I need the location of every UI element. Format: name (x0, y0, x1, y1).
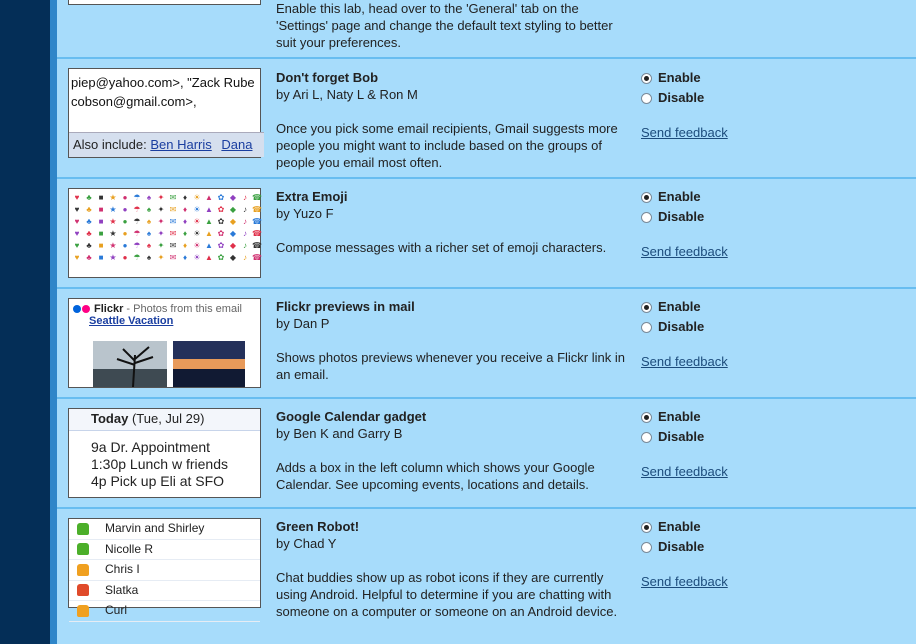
lab-author: by Yuzo F (276, 206, 334, 221)
emoji-icon: ☎ (252, 241, 262, 250)
emoji-icon: ♦ (182, 217, 188, 226)
suggested-contact-link: Dana (221, 137, 253, 152)
chat-buddy-name: Chris I (105, 562, 140, 576)
photo-tree (93, 341, 167, 387)
emoji-icon: ▲ (205, 217, 213, 226)
lab-options (641, 68, 728, 143)
emoji-icon: ◆ (229, 217, 237, 226)
emoji-icon: ♦ (182, 241, 188, 250)
lab-title: Flickr previews in mail (276, 299, 415, 314)
emoji-icon: ♣ (86, 193, 92, 202)
emoji-icon: ✉ (169, 241, 177, 250)
emoji-icon: ◆ (229, 253, 237, 262)
enable-option[interactable] (641, 187, 728, 207)
emoji-icon: ■ (98, 229, 104, 238)
emoji-icon: ☎ (252, 193, 262, 202)
emoji-icon: ● (122, 205, 128, 214)
flickr-caption: - Photos from this email (123, 303, 242, 315)
chat-buddy (69, 601, 260, 622)
enable-radio[interactable] (641, 192, 652, 203)
emoji-icon: ● (122, 253, 128, 262)
emoji-icon: ★ (109, 205, 117, 214)
chat-buddy (69, 560, 260, 581)
disable-option[interactable] (641, 88, 728, 108)
disable-radio[interactable] (641, 432, 652, 443)
lab-row-calendar-gadget (57, 399, 916, 509)
emoji-palette (69, 189, 260, 267)
emoji-icon: ☎ (252, 217, 262, 226)
lab-description: Shows photos previews whenever you receive a Flickr link in an email. (276, 350, 625, 382)
emoji-icon: ✉ (169, 205, 177, 214)
enable-radio[interactable] (641, 412, 652, 423)
disable-radio[interactable] (641, 93, 652, 104)
labs-panel (57, 0, 916, 644)
lab-author: by Ben K and Garry B (276, 426, 403, 441)
emoji-icon: ✦ (157, 253, 165, 262)
lab-title: Extra Emoji (276, 189, 348, 204)
emoji-icon: ♪ (243, 217, 247, 226)
emoji-icon: ✦ (157, 241, 165, 250)
disable-radio[interactable] (641, 212, 652, 223)
emoji-icon: ★ (109, 193, 117, 202)
disable-radio[interactable] (641, 322, 652, 333)
emoji-icon: ✿ (217, 253, 225, 262)
lab-description: Adds a box in the left column which shows your Google Calendar. See upcoming events, locations and details. (276, 460, 595, 492)
emoji-icon: ♪ (243, 253, 247, 262)
emoji-icon: ◆ (229, 229, 237, 238)
chat-buddy (69, 519, 260, 540)
android-robot-icon (77, 605, 89, 617)
emoji-icon: ◆ (229, 241, 237, 250)
lab-options (641, 187, 728, 262)
flickr-brand: Flickr (94, 303, 124, 315)
emoji-icon: ▲ (205, 229, 213, 238)
emoji-icon: ◆ (229, 193, 237, 202)
lab-row-green-robot (57, 509, 916, 644)
sidebar-border (50, 0, 57, 644)
emoji-icon: ▲ (205, 193, 213, 202)
emoji-icon: ♠ (146, 217, 152, 226)
lab-row-extra-emoji (57, 179, 916, 289)
disable-option[interactable] (641, 317, 728, 337)
emoji-icon: ☎ (252, 253, 262, 262)
chat-buddy-name: Nicolle R (105, 541, 154, 556)
emoji-icon: ☂ (133, 193, 141, 202)
lab-row-text-styling (57, 0, 916, 59)
disable-label: Disable (658, 90, 705, 105)
emoji-icon: ♠ (146, 193, 152, 202)
also-include-label: Also include: (73, 137, 147, 152)
emoji-icon: ◆ (229, 205, 237, 214)
lab-description: Chat buddies show up as robot icons if they are currently using Android. Helpful to determine if you are chatting with someone on a computer or someone on an Android device. (276, 570, 618, 619)
disable-option[interactable] (641, 537, 728, 557)
lab-title: Google Calendar gadget (276, 409, 427, 424)
emoji-icon: ☎ (252, 205, 262, 214)
emoji-icon: ★ (109, 253, 117, 262)
emoji-icon: ♦ (182, 253, 188, 262)
chat-buddy-name: Curl (105, 603, 128, 617)
emoji-icon: ♥ (74, 193, 80, 202)
emoji-icon: ♠ (146, 253, 152, 262)
android-robot-icon (77, 564, 89, 576)
emoji-icon: ✦ (157, 205, 165, 214)
lab-title: Don't forget Bob (276, 70, 379, 85)
enable-label: Enable (658, 409, 701, 424)
enable-option[interactable] (641, 407, 728, 427)
disable-label: Disable (658, 429, 705, 444)
calendar-event: 9a Dr. Appointment (91, 439, 211, 455)
enable-option[interactable] (641, 68, 728, 88)
emoji-icon: ● (122, 241, 128, 250)
emoji-icon: ♠ (146, 241, 152, 250)
lab-description: Once you pick some email recipients, Gmail suggests more people you might want to include based on the groups of people you email most often. (276, 121, 618, 170)
disable-label: Disable (658, 209, 705, 224)
emoji-icon: ● (122, 217, 128, 226)
calendar-event: 1:30p Lunch w friends (91, 456, 228, 472)
disable-label: Disable (658, 319, 705, 334)
lab-options (641, 297, 728, 372)
emoji-icon: ♥ (74, 229, 80, 238)
emoji-icon: ✿ (217, 205, 225, 214)
lab-row-flickr-previews (57, 289, 916, 399)
disable-option[interactable] (641, 207, 728, 227)
lab-row-dont-forget-bob (57, 59, 916, 179)
emoji-icon: ✿ (217, 229, 225, 238)
disable-option[interactable] (641, 427, 728, 447)
chat-buddy (69, 540, 260, 561)
android-robot-icon (77, 523, 89, 535)
lab-thumbnail (68, 518, 261, 617)
emoji-icon: ■ (98, 193, 104, 202)
emoji-icon: ☀ (193, 241, 201, 250)
emoji-icon: ■ (98, 217, 104, 226)
emoji-icon: ♣ (86, 229, 92, 238)
emoji-icon: ♣ (86, 241, 92, 250)
flickr-logo-icon (73, 305, 81, 313)
enable-radio[interactable] (641, 522, 652, 533)
lab-thumbnail (68, 408, 261, 498)
enable-label: Enable (658, 70, 701, 85)
emoji-icon: ▲ (205, 205, 213, 214)
emoji-icon: ▲ (205, 241, 213, 250)
flickr-album-link: Seattle Vacation (89, 315, 174, 327)
emoji-icon: ☀ (193, 217, 201, 226)
emoji-icon: ✉ (169, 217, 177, 226)
emoji-icon: ☂ (133, 205, 141, 214)
lab-info (276, 408, 631, 493)
photo-sunset (173, 341, 245, 387)
emoji-icon: ☎ (252, 229, 262, 238)
chat-buddy-name: Slatka (105, 582, 139, 597)
lab-description: Enable this lab, head over to the 'General' tab on the 'Settings' page and change the default text styling to better suit your preferences. (276, 1, 613, 50)
emoji-icon: ✿ (217, 217, 225, 226)
emoji-icon: ✦ (157, 217, 165, 226)
enable-option[interactable] (641, 517, 728, 537)
send-feedback-link[interactable]: Send feedback (641, 464, 728, 479)
emoji-icon: ★ (109, 241, 117, 250)
android-robot-icon (77, 543, 89, 555)
emoji-icon: ♦ (182, 205, 188, 214)
enable-label: Enable (658, 299, 701, 314)
emoji-icon: ● (122, 229, 128, 238)
calendar-today: Today (91, 411, 129, 426)
emoji-icon: ■ (98, 205, 104, 214)
emoji-icon: ♪ (243, 241, 247, 250)
lab-thumbnail (68, 298, 261, 388)
recipient-line: piep@yahoo.com>, "Zack Rube (71, 75, 255, 90)
emoji-icon: ✉ (169, 253, 177, 262)
emoji-icon: ☂ (133, 253, 141, 262)
android-robot-icon (77, 584, 89, 596)
emoji-icon: ☀ (193, 229, 201, 238)
emoji-icon: ▲ (205, 253, 213, 262)
lab-author: by Ari L, Naty L & Ron M (276, 87, 418, 102)
emoji-icon: ♠ (146, 205, 152, 214)
lab-author: by Chad Y (276, 536, 337, 551)
emoji-icon: ♣ (86, 253, 92, 262)
emoji-icon: ♥ (74, 217, 80, 226)
calendar-header (69, 409, 260, 431)
send-feedback-link[interactable]: Send feedback (641, 244, 728, 259)
emoji-icon: ☀ (193, 193, 201, 202)
emoji-icon: ■ (98, 241, 104, 250)
emoji-icon: ♪ (243, 205, 247, 214)
calendar-date: (Tue, Jul 29) (131, 411, 205, 426)
emoji-icon: ♦ (182, 229, 188, 238)
emoji-icon: ♪ (243, 229, 247, 238)
send-feedback-link[interactable]: Send feedback (641, 574, 728, 589)
emoji-icon: ● (122, 193, 128, 202)
lab-options (641, 517, 728, 592)
chat-buddy (69, 581, 260, 602)
emoji-icon: ✿ (217, 241, 225, 250)
lab-title: Green Robot! (276, 519, 360, 534)
emoji-icon: ✉ (169, 229, 177, 238)
emoji-icon: ♥ (74, 241, 80, 250)
enable-radio[interactable] (641, 302, 652, 313)
emoji-icon: ★ (109, 229, 117, 238)
chat-buddy-name: Marvin and Shirley (105, 521, 205, 535)
lab-description: Compose messages with a richer set of emoji characters. (276, 240, 607, 255)
emoji-icon: ♪ (243, 193, 247, 202)
emoji-icon: ☂ (133, 217, 141, 226)
disable-radio[interactable] (641, 542, 652, 553)
emoji-icon: ✿ (217, 193, 225, 202)
lab-info (276, 518, 631, 620)
emoji-icon: ♥ (74, 205, 80, 214)
emoji-icon: ♦ (182, 193, 188, 202)
emoji-icon: ♠ (146, 229, 152, 238)
emoji-icon: ■ (98, 253, 104, 262)
emoji-icon: ✦ (157, 193, 165, 202)
calendar-event: 4p Pick up Eli at SFO (91, 473, 225, 489)
lab-thumbnail (68, 68, 261, 158)
flickr-logo-icon (82, 305, 90, 313)
also-include-bar (69, 132, 264, 157)
enable-label: Enable (658, 519, 701, 534)
emoji-icon: ♥ (74, 253, 80, 262)
suggested-contact-link: Ben Harris (150, 137, 212, 152)
enable-label: Enable (658, 189, 701, 204)
lab-thumbnail (68, 188, 261, 278)
disable-label: Disable (658, 539, 705, 554)
emoji-icon: ✦ (157, 229, 165, 238)
lab-info (276, 0, 631, 51)
emoji-icon: ♣ (86, 217, 92, 226)
emoji-icon: ♣ (86, 205, 92, 214)
emoji-icon: ☀ (193, 253, 201, 262)
left-sidebar (0, 0, 50, 644)
enable-option[interactable] (641, 297, 728, 317)
send-feedback-link[interactable]: Send feedback (641, 125, 728, 140)
emoji-icon: ✉ (169, 193, 177, 202)
enable-radio[interactable] (641, 73, 652, 84)
lab-info (276, 69, 631, 171)
chat-buddy-list (69, 519, 260, 622)
recipient-line: cobson@gmail.com>, (71, 94, 197, 109)
lab-info (276, 188, 631, 256)
recipient-field-preview (69, 69, 260, 115)
lab-options (641, 407, 728, 482)
lab-author: by Dan P (276, 316, 330, 331)
lab-info (276, 298, 631, 383)
emoji-icon: ☀ (193, 205, 201, 214)
lab-thumbnail (68, 0, 261, 5)
flickr-header (69, 299, 260, 315)
send-feedback-link[interactable]: Send feedback (641, 354, 728, 369)
emoji-icon: ☂ (133, 229, 141, 238)
emoji-icon: ★ (109, 217, 117, 226)
emoji-icon: ☂ (133, 241, 141, 250)
